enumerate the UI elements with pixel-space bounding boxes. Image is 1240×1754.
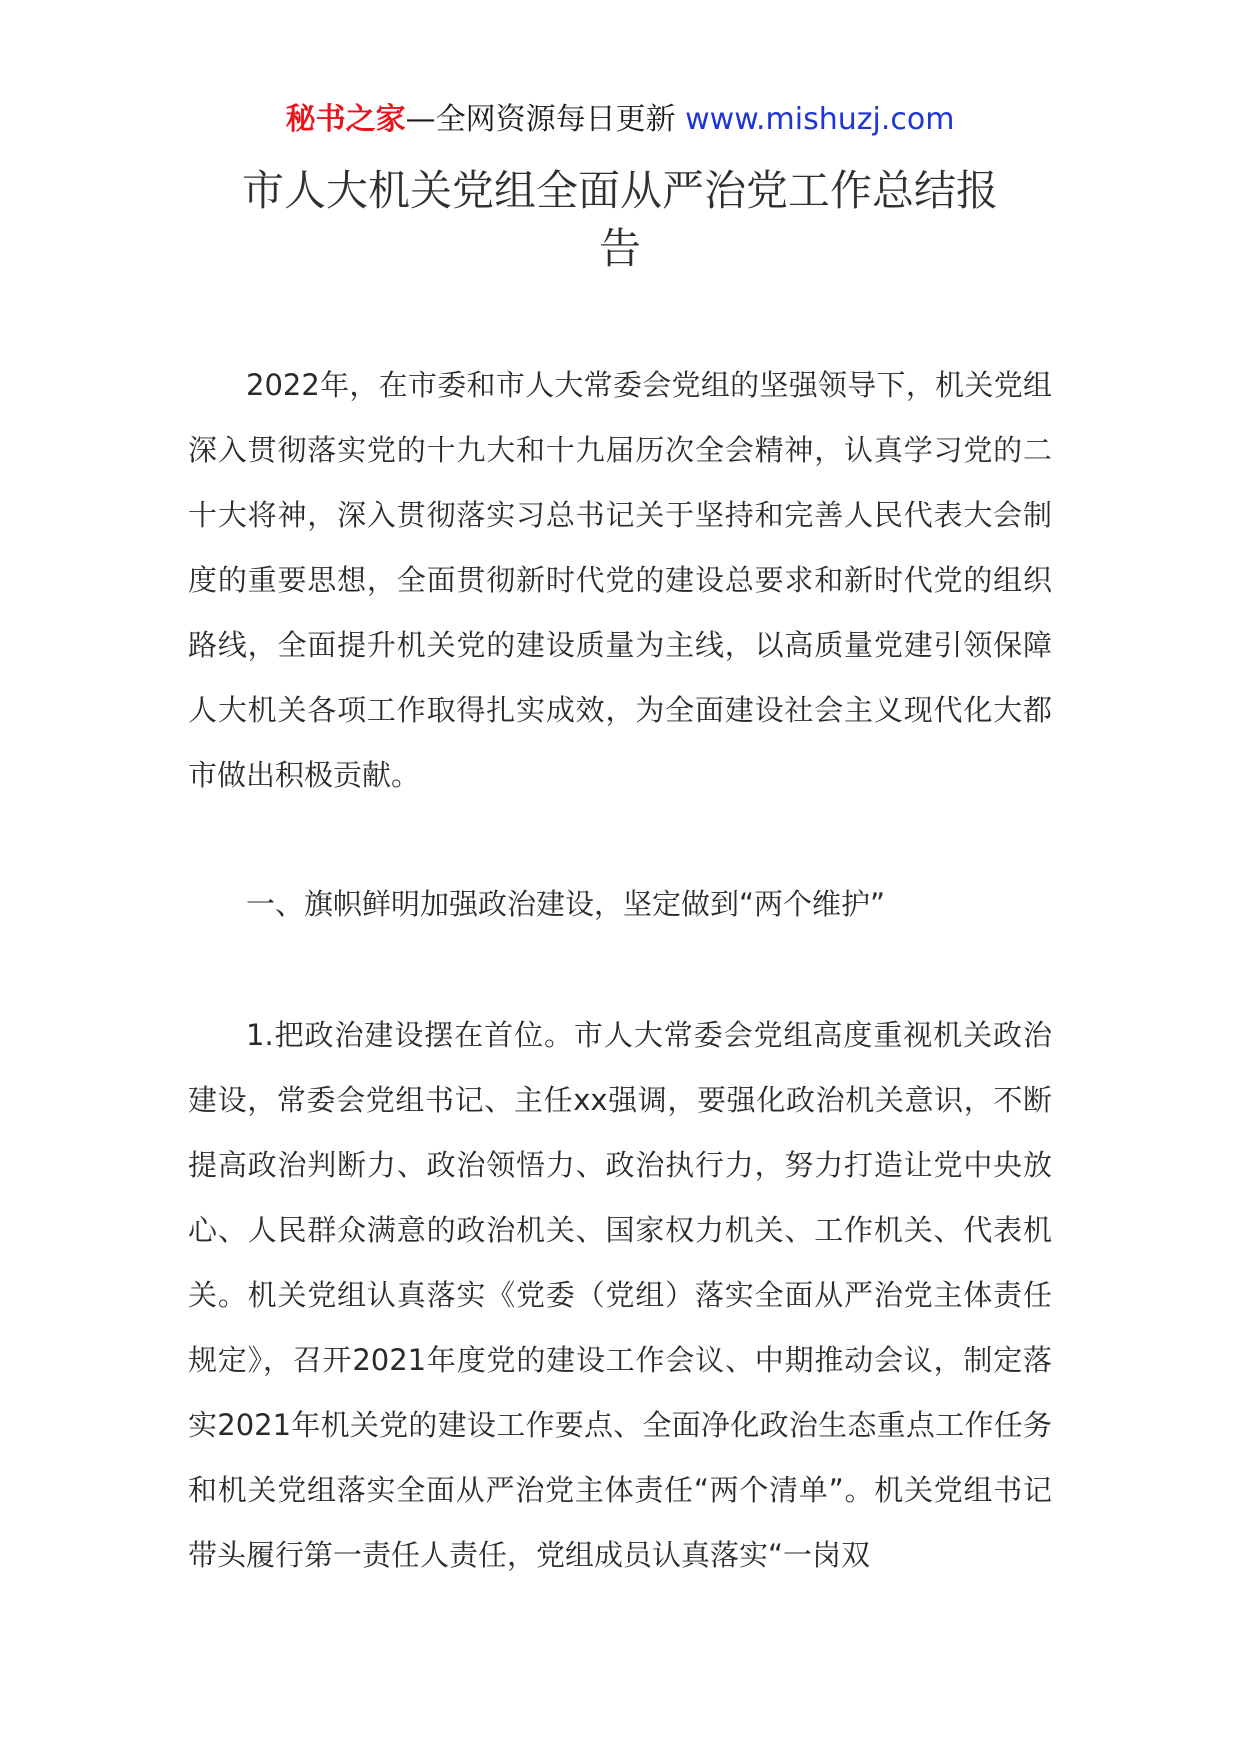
site-header xyxy=(0,100,1240,140)
intro-paragraph: 2022年，在市委和市人大常委会党组的坚强领导下，机关党组深入贯彻落实党的十九大和十九届历次全会精神，认真学习党的二十大将神，深入贯彻落实习总书记关于坚持和完善人民代表大会制度的重要思想，全面贯彻新时代党的建设总要求和新时代党的组织路线，全面提升机关党的建设质量为主线，以高质量党建引领保障人大机关各项工作取得扎实成效，为全面建设社会主义现代化大都市做出积极贡献。 xyxy=(188,368,1052,792)
section-heading: 一、旗帜鲜明加强政治建设，坚定做到“两个维护” xyxy=(246,887,886,921)
body-paragraph: 1.把政治建设摆在首位。市人大常委会党组高度重视机关政治建设，常委会党组书记、主任xx强调，要强化政治机关意识，不断提高政治判断力、政治领悟力、政治执行力，努力打造让党中央放心、人民群众满意的政治机关、国家权力机关、工作机关、代表机关。机关党组认真落实《党委（党组）落实全面从严治党主体责任规定》，召开2021年度党的建设工作会议、中期推动会议，制定落实2021年机关党的建设工作要点、全面净化政治生态重点工作任务和机关党组落实全面从严治党主体责任“两个清单”。机关党组书记带头履行第一责任人责任，党组成员认真落实“一岗双 xyxy=(188,1018,1052,1572)
brand-name: 秘书之家 xyxy=(285,102,406,137)
header-slogan: —全网资源每日更新 xyxy=(405,102,686,137)
document-title: 市人大机关党组全面从严治党工作总结报告 xyxy=(241,166,998,273)
site-url-link[interactable]: www.mishuzj.com xyxy=(685,102,955,137)
